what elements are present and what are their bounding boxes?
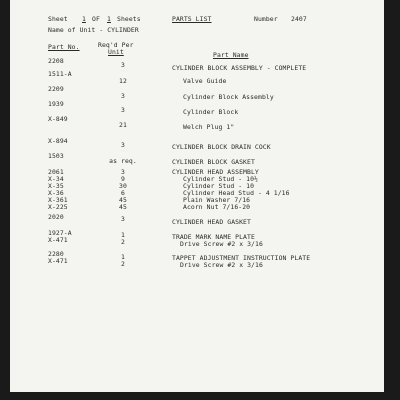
quantity: 45 bbox=[119, 203, 127, 211]
col-part-no: Part No. bbox=[48, 43, 80, 51]
part-name: Drive Screw #2 x 3/16 bbox=[180, 261, 263, 269]
sheet-label: Sheet bbox=[48, 15, 68, 23]
quantity: 1 bbox=[121, 231, 125, 239]
part-name: CYLINDER BLOCK GASKET bbox=[172, 158, 255, 166]
sheets-label: Sheets bbox=[117, 15, 141, 23]
part-number: 1927-A bbox=[48, 229, 72, 237]
part-number: X-225 bbox=[48, 203, 68, 211]
part-name: CYLINDER HEAD ASSEMBLY bbox=[172, 168, 259, 176]
part-name: CYLINDER BLOCK ASSEMBLY - COMPLETE bbox=[172, 64, 307, 72]
part-number: 1503 bbox=[48, 152, 64, 160]
part-name: Plain Washer 7/16 bbox=[183, 196, 251, 204]
quantity: 12 bbox=[119, 77, 127, 85]
number-value: 2407 bbox=[291, 15, 307, 23]
part-name: TAPPET ADJUSTMENT INSTRUCTION PLATE bbox=[172, 254, 311, 262]
part-name: CYLINDER HEAD GASKET bbox=[172, 218, 251, 226]
quantity: 30 bbox=[119, 182, 127, 190]
quantity: 3 bbox=[121, 168, 125, 176]
part-number: X-471 bbox=[48, 236, 68, 244]
part-name: Cylinder Block bbox=[183, 108, 239, 116]
part-name: TRADE MARK NAME PLATE bbox=[172, 233, 255, 241]
part-number: X-34 bbox=[48, 175, 64, 183]
number-label: Number bbox=[254, 15, 278, 23]
part-number: 1511-A bbox=[48, 70, 72, 78]
quantity: 2 bbox=[121, 238, 125, 246]
part-number: X-35 bbox=[48, 182, 64, 190]
unit-name: Name of Unit - CYLINDER bbox=[48, 26, 139, 34]
part-name: Cylinder Stud - 10 bbox=[183, 182, 255, 190]
part-name: CYLINDER BLOCK DRAIN COCK bbox=[172, 143, 271, 151]
part-name: Acorn Nut 7/16-20 bbox=[183, 203, 251, 211]
part-number: 2209 bbox=[48, 85, 64, 93]
quantity: 3 bbox=[121, 141, 125, 149]
col-reqd-line2: Unit bbox=[108, 48, 124, 56]
col-part-name: Part Name bbox=[213, 51, 249, 59]
quantity: 45 bbox=[119, 196, 127, 204]
quantity: 2 bbox=[121, 260, 125, 268]
part-number: X-361 bbox=[48, 196, 68, 204]
part-number: 2280 bbox=[48, 250, 64, 258]
quantity: 21 bbox=[119, 121, 127, 129]
part-name: Welch Plug 1" bbox=[183, 123, 235, 131]
of-label: OF bbox=[92, 15, 100, 23]
part-number: 2061 bbox=[48, 168, 64, 176]
sheet-total: 1 bbox=[107, 15, 111, 23]
doc-title: PARTS LIST bbox=[172, 15, 212, 23]
part-name: Valve Guide bbox=[183, 77, 227, 85]
part-number: X-36 bbox=[48, 189, 64, 197]
quantity: as req. bbox=[109, 157, 137, 165]
part-number: 2020 bbox=[48, 213, 64, 221]
part-number: 1939 bbox=[48, 100, 64, 108]
part-number: X-471 bbox=[48, 257, 68, 265]
part-name: Drive Screw #2 x 3/16 bbox=[180, 240, 263, 248]
quantity: 1 bbox=[121, 253, 125, 261]
part-number: 2208 bbox=[48, 57, 64, 65]
part-number: X-849 bbox=[48, 115, 68, 123]
quantity: 3 bbox=[121, 61, 125, 69]
quantity: 9 bbox=[121, 175, 125, 183]
quantity: 3 bbox=[121, 92, 125, 100]
quantity: 3 bbox=[121, 106, 125, 114]
quantity: 3 bbox=[121, 215, 125, 223]
part-number: X-894 bbox=[48, 137, 68, 145]
quantity: 6 bbox=[121, 189, 125, 197]
part-name: Cylinder Head Stud - 4 1/16 bbox=[183, 189, 290, 197]
sheet-number: 1 bbox=[82, 15, 86, 23]
part-name: Cylinder Block Assembly bbox=[183, 93, 274, 101]
col-reqd-line1: Req'd Per bbox=[98, 41, 134, 49]
part-name: Cylinder Stud - 10½ bbox=[183, 175, 259, 183]
